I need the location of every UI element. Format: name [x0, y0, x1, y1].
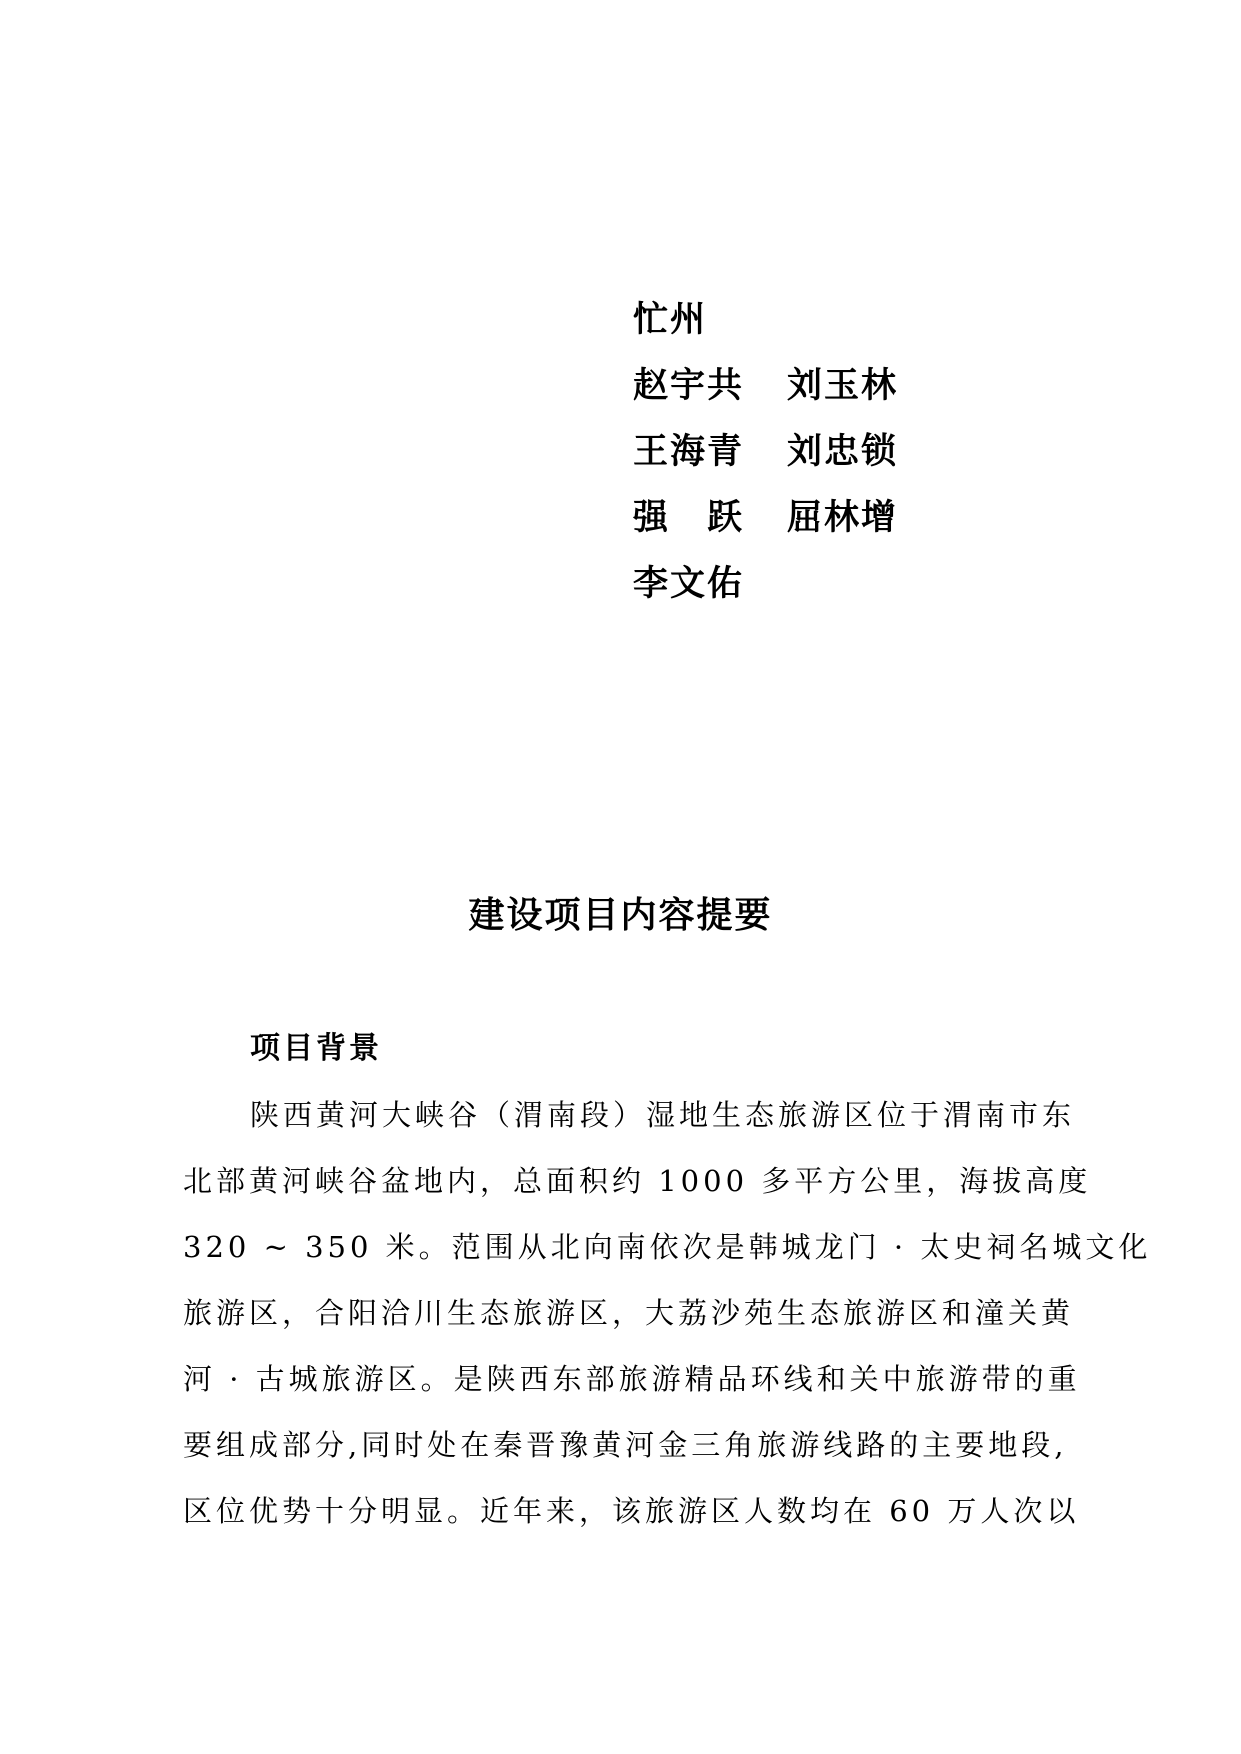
name-left: 赵宇共 [633, 365, 745, 406]
body-line: 北部黄河峡谷盆地内，总面积约 1000 多平方公里，海拔高度 [183, 1164, 1092, 1198]
name-row [633, 558, 898, 624]
name-right: 屈林增 [787, 497, 899, 538]
body-line: 旅游区，合阳洽川生态旅游区，大荔沙苑生态旅游区和潼关黄 [183, 1296, 1075, 1330]
name-right: 刘忠锁 [787, 431, 899, 472]
name-left: 李文佑 [633, 563, 745, 604]
name-row [633, 294, 898, 360]
name-right: 刘玉林 [787, 365, 899, 406]
name-row [633, 360, 898, 426]
author-name-list [633, 294, 898, 624]
name-row [633, 492, 898, 558]
section-heading: 项目背景 [250, 1031, 382, 1066]
section-body [183, 1090, 1152, 1552]
body-line: 区位优势十分明显。近年来，该旅游区人数均在 60 万人次以 [183, 1494, 1080, 1528]
body-line: 要组成部分,同时处在秦晋豫黄河金三角旅游线路的主要地段, [183, 1428, 1068, 1462]
name-left: 强 跃 [633, 497, 745, 538]
body-line: 陕西黄河大峡谷（渭南段）湿地生态旅游区位于渭南市东 [250, 1098, 1076, 1132]
name-left: 忙州 [633, 299, 708, 340]
body-line: 河 · 古城旅游区。是陕西东部旅游精品环线和关中旅游带的重 [183, 1362, 1081, 1396]
body-line: 320 ~ 350 米。范围从北向南依次是韩城龙门 · 太史祠名城文化 [183, 1230, 1152, 1264]
document-title: 建设项目内容提要 [468, 895, 773, 936]
name-row [633, 426, 898, 492]
name-left: 王海青 [633, 431, 745, 472]
